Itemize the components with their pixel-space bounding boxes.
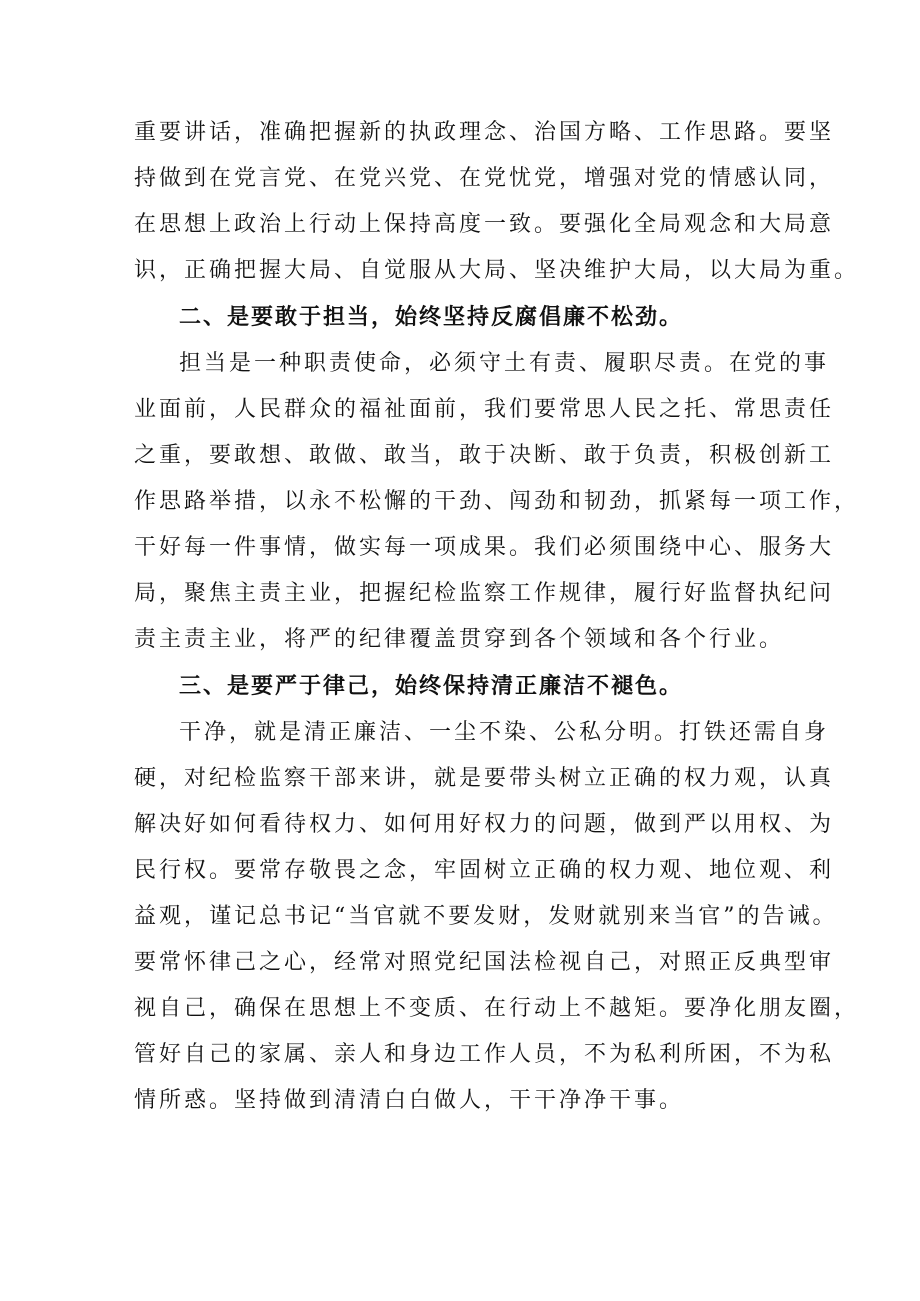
- paragraph-1-line-1: 重要讲话，准确把握新的执政理念、治国方略、工作思路。要坚: [134, 120, 835, 145]
- paragraph-2-line-1: 担当是一种职责使命，必须守土有责、履职尽责。在党的事: [179, 351, 830, 376]
- paragraph-3-line-2: 硬，对纪检监察干部来讲，就是要带头树立正确的权力观，认真: [134, 766, 835, 791]
- paragraph-3-line-9: 情所惑。坚持做到清清白白做人，干干净净干事。: [134, 1088, 685, 1113]
- paragraph-3-line-7: 视自己，确保在思想上不变质、在行动上不越矩。要净化朋友圈，: [134, 996, 860, 1021]
- paragraph-2-line-3: 之重，要敢想、敢做、敢当，敢于决断、敢于负责，积极创新工: [134, 443, 835, 468]
- section-heading-3: 三、是要严于律己，始终保持清正廉洁不褪色。: [179, 674, 684, 699]
- paragraph-1-line-2: 持做到在党言党、在党兴党、在党忧党，增强对党的情感认同，: [134, 166, 835, 191]
- section-heading-2: 二、是要敢于担当，始终坚持反腐倡廉不松劲。: [179, 305, 684, 330]
- paragraph-2-line-4: 作思路举措，以永不松懈的干劲、闯劲和韧劲，抓紧每一项工作，: [134, 489, 860, 514]
- paragraph-3-line-8: 管好自己的家属、亲人和身边工作人员，不为私利所困，不为私: [134, 1042, 835, 1067]
- document-body: [134, 0, 860, 1301]
- paragraph-1-line-4: 识，正确把握大局、自觉服从大局、坚决维护大局，以大局为重。: [134, 258, 860, 283]
- paragraph-3-line-1: 干净，就是清正廉洁、一尘不染、公私分明。打铁还需自身: [179, 720, 830, 745]
- paragraph-3-line-5: 益观，谨记总书记“当官就不要发财，发财就别来当官”的告诫。: [134, 904, 838, 929]
- paragraph-3-line-3: 解决好如何看待权力、如何用好权力的问题，做到严以用权、为: [134, 812, 835, 837]
- paragraph-3-line-4: 民行权。要常存敬畏之念，牢固树立正确的权力观、地位观、利: [134, 858, 835, 883]
- paragraph-1-line-3: 在思想上政治上行动上保持高度一致。要强化全局观念和大局意: [134, 212, 835, 237]
- paragraph-2-line-7: 责主责主业，将严的纪律覆盖贯穿到各个领域和各个行业。: [134, 627, 785, 652]
- paragraph-2-line-6: 局，聚焦主责主业，把握纪检监察工作规律，履行好监督执纪问: [134, 581, 835, 606]
- paragraph-2-line-5: 干好每一件事情，做实每一项成果。我们必须围绕中心、服务大: [134, 535, 835, 560]
- paragraph-2-line-2: 业面前，人民群众的福祉面前，我们要常思人民之托、常思责任: [134, 397, 835, 422]
- paragraph-3-line-6: 要常怀律己之心，经常对照党纪国法检视自己，对照正反典型审: [134, 950, 835, 975]
